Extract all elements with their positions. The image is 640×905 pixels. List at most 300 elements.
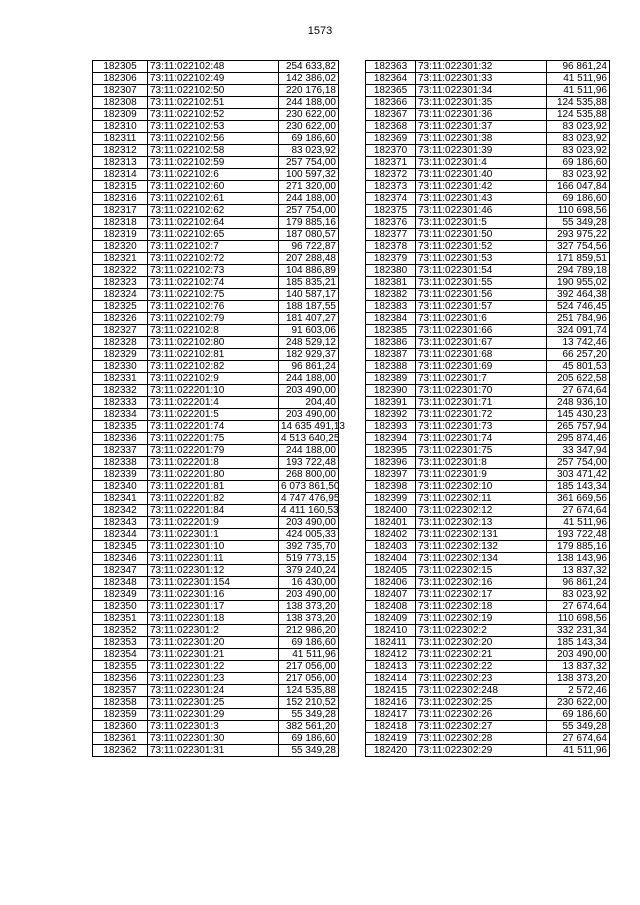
cadastral-number: 73:11:022301:1 — [148, 529, 279, 541]
table-row — [93, 481, 339, 493]
table-row — [93, 709, 339, 721]
cadastral-number: 73:11:022201:9 — [148, 517, 279, 529]
row-number: 182399 — [366, 493, 416, 505]
table-row — [93, 493, 339, 505]
cadastral-value: 166 047,84 — [547, 181, 610, 193]
table-row — [366, 697, 610, 709]
table-row — [366, 493, 610, 505]
table-row — [93, 601, 339, 613]
cadastral-value: 179 885,16 — [547, 541, 610, 553]
cadastral-number: 73:11:022301:25 — [148, 697, 279, 709]
row-number: 182398 — [366, 481, 416, 493]
cadastral-value: 55 349,28 — [547, 721, 610, 733]
cadastral-number: 73:11:022301:54 — [416, 265, 547, 277]
table-row — [366, 253, 610, 265]
table-row — [366, 181, 610, 193]
row-number: 182404 — [366, 553, 416, 565]
table-row — [93, 205, 339, 217]
cadastral-value: 187 080,57 — [279, 229, 339, 241]
row-number: 182316 — [93, 193, 148, 205]
row-number: 182352 — [93, 625, 148, 637]
row-number: 182365 — [366, 85, 416, 97]
cadastral-number: 73:11:022102:53 — [148, 121, 279, 133]
row-number: 182371 — [366, 157, 416, 169]
table-row — [93, 553, 339, 565]
cadastral-number: 73:11:022302:16 — [416, 577, 547, 589]
table-row — [93, 229, 339, 241]
cadastral-value: 83 023,92 — [547, 145, 610, 157]
row-number: 182367 — [366, 109, 416, 121]
table-row — [93, 325, 339, 337]
cadastral-number: 73:11:022301:40 — [416, 169, 547, 181]
row-number: 182413 — [366, 661, 416, 673]
row-number: 182396 — [366, 457, 416, 469]
cadastral-number: 73:11:022102:6 — [148, 169, 279, 181]
cadastral-number: 73:11:022301:42 — [416, 181, 547, 193]
cadastral-number: 73:11:022102:58 — [148, 145, 279, 157]
table-row — [93, 373, 339, 385]
cadastral-value: 110 698,56 — [547, 205, 610, 217]
cadastral-number: 73:11:022201:5 — [148, 409, 279, 421]
table-row — [366, 289, 610, 301]
cadastral-value: 83 023,92 — [547, 121, 610, 133]
cadastral-value: 16 430,00 — [279, 577, 339, 589]
table-row — [366, 61, 610, 73]
cadastral-number: 73:11:022302:11 — [416, 493, 547, 505]
table-row — [93, 517, 339, 529]
row-number: 182305 — [93, 61, 148, 73]
row-number: 182324 — [93, 289, 148, 301]
table-row — [93, 157, 339, 169]
row-number: 182358 — [93, 697, 148, 709]
row-number: 182350 — [93, 601, 148, 613]
cadastral-number: 73:11:022102:79 — [148, 313, 279, 325]
cadastral-number: 73:11:022201:79 — [148, 445, 279, 457]
table-row — [93, 529, 339, 541]
cadastral-value: 230 622,00 — [279, 109, 339, 121]
cadastral-number: 73:11:022302:19 — [416, 613, 547, 625]
table-row — [366, 73, 610, 85]
row-number: 182320 — [93, 241, 148, 253]
cadastral-value: 244 188,00 — [279, 445, 339, 457]
cadastral-value: 179 885,16 — [279, 217, 339, 229]
cadastral-number: 73:11:022301:23 — [148, 673, 279, 685]
cadastral-number: 73:11:022301:39 — [416, 145, 547, 157]
cadastral-value: 207 288,48 — [279, 253, 339, 265]
row-number: 182393 — [366, 421, 416, 433]
table-row — [93, 265, 339, 277]
table-row — [93, 313, 339, 325]
cadastral-value: 138 373,20 — [547, 673, 610, 685]
cadastral-value: 295 874,46 — [547, 433, 610, 445]
table-row — [366, 673, 610, 685]
row-number: 182406 — [366, 577, 416, 589]
table-row — [366, 337, 610, 349]
row-number: 182361 — [93, 733, 148, 745]
cadastral-value: 230 622,00 — [279, 121, 339, 133]
cadastral-number: 73:11:022102:51 — [148, 97, 279, 109]
row-number: 182375 — [366, 205, 416, 217]
cadastral-number: 73:11:022301:34 — [416, 85, 547, 97]
cadastral-number: 73:11:022302:28 — [416, 733, 547, 745]
row-number: 182394 — [366, 433, 416, 445]
page-number: 1573 — [307, 25, 333, 37]
row-number: 182368 — [366, 121, 416, 133]
table-row — [93, 97, 339, 109]
row-number: 182410 — [366, 625, 416, 637]
table-row — [366, 577, 610, 589]
cadastral-number: 73:11:022102:49 — [148, 73, 279, 85]
cadastral-value: 124 535,88 — [547, 109, 610, 121]
row-number: 182374 — [366, 193, 416, 205]
cadastral-value: 138 143,96 — [547, 553, 610, 565]
cadastral-number: 73:11:022301:32 — [416, 61, 547, 73]
cadastral-number: 73:11:022302:15 — [416, 565, 547, 577]
registry-table-left — [92, 60, 345, 757]
row-number: 182414 — [366, 673, 416, 685]
cadastral-number: 73:11:022302:12 — [416, 505, 547, 517]
cadastral-number: 73:11:022302:134 — [416, 553, 547, 565]
row-number: 182387 — [366, 349, 416, 361]
cadastral-number: 73:11:022201:80 — [148, 469, 279, 481]
cadastral-number: 73:11:022302:29 — [416, 745, 547, 757]
row-number: 182318 — [93, 217, 148, 229]
row-number: 182419 — [366, 733, 416, 745]
row-number: 182313 — [93, 157, 148, 169]
cadastral-number: 73:11:022301:33 — [416, 73, 547, 85]
row-number: 182349 — [93, 589, 148, 601]
row-number: 182306 — [93, 73, 148, 85]
cadastral-value: 268 800,00 — [279, 469, 339, 481]
cadastral-value: 152 210,52 — [279, 697, 339, 709]
cadastral-value: 145 430,23 — [547, 409, 610, 421]
row-number: 182360 — [93, 721, 148, 733]
table-row — [93, 301, 339, 313]
cadastral-value: 41 511,96 — [279, 649, 339, 661]
cadastral-value: 69 186,60 — [279, 637, 339, 649]
cadastral-value: 55 349,28 — [279, 709, 339, 721]
row-number: 182338 — [93, 457, 148, 469]
cadastral-value: 212 986,20 — [279, 625, 339, 637]
row-number: 182379 — [366, 253, 416, 265]
cadastral-value: 13 837,32 — [547, 661, 610, 673]
cadastral-value: 193 722,48 — [547, 529, 610, 541]
cadastral-value: 203 490,00 — [279, 589, 339, 601]
cadastral-number: 73:11:022201:75 — [148, 433, 279, 445]
table-row — [366, 481, 610, 493]
cadastral-value: 69 186,60 — [547, 709, 610, 721]
cadastral-value: 361 669,56 — [547, 493, 610, 505]
cadastral-value: 55 349,28 — [279, 745, 339, 757]
cadastral-value: 271 320,00 — [279, 181, 339, 193]
cadastral-value: 332 231,34 — [547, 625, 610, 637]
cadastral-number: 73:11:022102:50 — [148, 85, 279, 97]
row-number: 182408 — [366, 601, 416, 613]
cadastral-value: 293 975,22 — [547, 229, 610, 241]
table-row — [366, 469, 610, 481]
cadastral-value: 424 005,33 — [279, 529, 339, 541]
registry-table-right — [365, 60, 610, 757]
cadastral-value: 382 561,20 — [279, 721, 339, 733]
table-row — [366, 265, 610, 277]
row-number: 182334 — [93, 409, 148, 421]
cadastral-number: 73:11:022302:25 — [416, 697, 547, 709]
cadastral-number: 73:11:022302:23 — [416, 673, 547, 685]
table-row — [366, 613, 610, 625]
cadastral-number: 73:11:022301:5 — [416, 217, 547, 229]
cadastral-number: 73:11:022301:21 — [148, 649, 279, 661]
row-number: 182369 — [366, 133, 416, 145]
row-number: 182355 — [93, 661, 148, 673]
cadastral-value: 190 955,02 — [547, 277, 610, 289]
row-number: 182356 — [93, 673, 148, 685]
table-row — [93, 169, 339, 181]
table-row — [366, 445, 610, 457]
row-number: 182326 — [93, 313, 148, 325]
cadastral-value: 519 773,15 — [279, 553, 339, 565]
cadastral-value: 257 754,00 — [547, 457, 610, 469]
table-row — [366, 85, 610, 97]
table-row — [366, 409, 610, 421]
cadastral-number: 73:11:022301:67 — [416, 337, 547, 349]
cadastral-value: 248 936,10 — [547, 397, 610, 409]
row-number: 182359 — [93, 709, 148, 721]
table-row — [93, 661, 339, 673]
row-number: 182381 — [366, 277, 416, 289]
table-row — [93, 361, 339, 373]
cadastral-number: 73:11:022302:2 — [416, 625, 547, 637]
row-number: 182403 — [366, 541, 416, 553]
cadastral-number: 73:11:022301:52 — [416, 241, 547, 253]
table-row — [366, 457, 610, 469]
cadastral-value: 83 023,92 — [547, 169, 610, 181]
cadastral-value: 248 529,12 — [279, 337, 339, 349]
cadastral-number: 73:11:022301:75 — [416, 445, 547, 457]
row-number: 182407 — [366, 589, 416, 601]
row-number: 182330 — [93, 361, 148, 373]
row-number: 182339 — [93, 469, 148, 481]
cadastral-number: 73:11:022301:38 — [416, 133, 547, 145]
row-number: 182370 — [366, 145, 416, 157]
row-number: 182383 — [366, 301, 416, 313]
row-number: 182357 — [93, 685, 148, 697]
cadastral-number: 73:11:022102:74 — [148, 277, 279, 289]
table-row — [93, 445, 339, 457]
table-row — [93, 565, 339, 577]
row-number: 182417 — [366, 709, 416, 721]
cadastral-number: 73:11:022301:30 — [148, 733, 279, 745]
row-number: 182411 — [366, 637, 416, 649]
row-number: 182372 — [366, 169, 416, 181]
row-number: 182363 — [366, 61, 416, 73]
row-number: 182395 — [366, 445, 416, 457]
row-number: 182340 — [93, 481, 148, 493]
cadastral-number: 73:11:022302:132 — [416, 541, 547, 553]
table-row — [366, 157, 610, 169]
table-row — [93, 613, 339, 625]
table-row — [93, 193, 339, 205]
cadastral-value: 392 464,38 — [547, 289, 610, 301]
cadastral-number: 73:11:022301:3 — [148, 721, 279, 733]
cadastral-number: 73:11:022102:59 — [148, 157, 279, 169]
cadastral-number: 73:11:022301:8 — [416, 457, 547, 469]
cadastral-number: 73:11:022301:57 — [416, 301, 547, 313]
cadastral-number: 73:11:022302:17 — [416, 589, 547, 601]
row-number: 182336 — [93, 433, 148, 445]
cadastral-number: 73:11:022201:4 — [148, 397, 279, 409]
table-row — [93, 649, 339, 661]
cadastral-number: 73:11:022102:60 — [148, 181, 279, 193]
cadastral-number: 73:11:022102:7 — [148, 241, 279, 253]
cadastral-value: 244 188,00 — [279, 373, 339, 385]
cadastral-number: 73:11:022301:31 — [148, 745, 279, 757]
row-number: 182415 — [366, 685, 416, 697]
row-number: 182311 — [93, 133, 148, 145]
cadastral-number: 73:11:022301:18 — [148, 613, 279, 625]
table-row — [93, 745, 339, 757]
table-row — [366, 553, 610, 565]
cadastral-number: 73:11:022102:56 — [148, 133, 279, 145]
cadastral-value: 138 373,20 — [279, 613, 339, 625]
table-row — [366, 709, 610, 721]
cadastral-value: 4 513 640,25 — [279, 433, 339, 445]
row-number: 182312 — [93, 145, 148, 157]
cadastral-value: 217 056,00 — [279, 673, 339, 685]
cadastral-number: 73:11:022301:2 — [148, 625, 279, 637]
cadastral-number: 73:11:022301:70 — [416, 385, 547, 397]
table-row — [366, 421, 610, 433]
row-number: 182333 — [93, 397, 148, 409]
table-row — [93, 181, 339, 193]
cadastral-number: 73:11:022102:64 — [148, 217, 279, 229]
table-row — [366, 373, 610, 385]
row-number: 182412 — [366, 649, 416, 661]
cadastral-value: 4 747 476,95 — [279, 493, 339, 505]
row-number: 182323 — [93, 277, 148, 289]
cadastral-value: 254 633,82 — [279, 61, 339, 73]
table-row — [93, 673, 339, 685]
table-row — [366, 745, 610, 757]
cadastral-number: 73:11:022302:26 — [416, 709, 547, 721]
table-row — [366, 601, 610, 613]
row-number: 182344 — [93, 529, 148, 541]
row-number: 182384 — [366, 313, 416, 325]
cadastral-value: 83 023,92 — [547, 133, 610, 145]
cadastral-number: 73:11:022201:82 — [148, 493, 279, 505]
cadastral-value: 27 674,64 — [547, 505, 610, 517]
cadastral-number: 73:11:022302:18 — [416, 601, 547, 613]
row-number: 182328 — [93, 337, 148, 349]
row-number: 182376 — [366, 217, 416, 229]
table-row — [93, 577, 339, 589]
table-row — [366, 397, 610, 409]
table-row — [93, 409, 339, 421]
table-row — [366, 529, 610, 541]
cadastral-number: 73:11:022201:84 — [148, 505, 279, 517]
cadastral-number: 73:11:022301:11 — [148, 553, 279, 565]
table-row — [366, 517, 610, 529]
cadastral-value: 96 861,24 — [279, 361, 339, 373]
cadastral-number: 73:11:022102:48 — [148, 61, 279, 73]
cadastral-value: 41 511,96 — [547, 745, 610, 757]
row-number: 182388 — [366, 361, 416, 373]
table-row — [366, 637, 610, 649]
table-row — [93, 385, 339, 397]
table-row — [93, 397, 339, 409]
row-number: 182341 — [93, 493, 148, 505]
cadastral-number: 73:11:022102:8 — [148, 325, 279, 337]
table-row — [93, 73, 339, 85]
cadastral-number: 73:11:022302:20 — [416, 637, 547, 649]
cadastral-value: 66 257,20 — [547, 349, 610, 361]
cadastral-number: 73:11:022301:53 — [416, 253, 547, 265]
table-row — [93, 241, 339, 253]
row-number: 182380 — [366, 265, 416, 277]
table-row — [366, 589, 610, 601]
table-row — [93, 289, 339, 301]
cadastral-number: 73:11:022301:73 — [416, 421, 547, 433]
table-row — [366, 145, 610, 157]
cadastral-value: 69 186,60 — [279, 733, 339, 745]
cadastral-value: 205 622,58 — [547, 373, 610, 385]
row-number: 182390 — [366, 385, 416, 397]
table-row — [93, 721, 339, 733]
cadastral-number: 73:11:022301:7 — [416, 373, 547, 385]
cadastral-value: 124 535,88 — [279, 685, 339, 697]
row-number: 182327 — [93, 325, 148, 337]
cadastral-number: 73:11:022201:10 — [148, 385, 279, 397]
cadastral-number: 73:11:022102:65 — [148, 229, 279, 241]
table-row — [93, 637, 339, 649]
row-number: 182391 — [366, 397, 416, 409]
cadastral-number: 73:11:022301:6 — [416, 313, 547, 325]
table-row — [366, 121, 610, 133]
table-row — [93, 433, 339, 445]
table-row — [93, 469, 339, 481]
row-number: 182346 — [93, 553, 148, 565]
cadastral-value: 203 490,00 — [279, 517, 339, 529]
table-row — [93, 145, 339, 157]
cadastral-number: 73:11:022301:71 — [416, 397, 547, 409]
cadastral-value: 96 722,87 — [279, 241, 339, 253]
cadastral-value: 185 143,34 — [547, 481, 610, 493]
cadastral-number: 73:11:022301:24 — [148, 685, 279, 697]
table-row — [93, 457, 339, 469]
row-number: 182386 — [366, 337, 416, 349]
cadastral-number: 73:11:022302:13 — [416, 517, 547, 529]
cadastral-value: 69 186,60 — [547, 157, 610, 169]
table-row — [93, 253, 339, 265]
table-row — [366, 205, 610, 217]
cadastral-number: 73:11:022201:8 — [148, 457, 279, 469]
cadastral-value: 27 674,64 — [547, 733, 610, 745]
row-number: 182420 — [366, 745, 416, 757]
table-row — [93, 337, 339, 349]
cadastral-number: 73:11:022301:29 — [148, 709, 279, 721]
row-number: 182310 — [93, 121, 148, 133]
row-number: 182343 — [93, 517, 148, 529]
cadastral-number: 73:11:022201:81 — [148, 481, 279, 493]
row-number: 182382 — [366, 289, 416, 301]
cadastral-number: 73:11:022301:35 — [416, 97, 547, 109]
cadastral-number: 73:11:022301:22 — [148, 661, 279, 673]
row-number: 182354 — [93, 649, 148, 661]
cadastral-number: 73:11:022301:9 — [416, 469, 547, 481]
cadastral-number: 73:11:022301:12 — [148, 565, 279, 577]
cadastral-number: 73:11:022302:248 — [416, 685, 547, 697]
table-row — [366, 229, 610, 241]
cadastral-value: 203 490,00 — [547, 649, 610, 661]
